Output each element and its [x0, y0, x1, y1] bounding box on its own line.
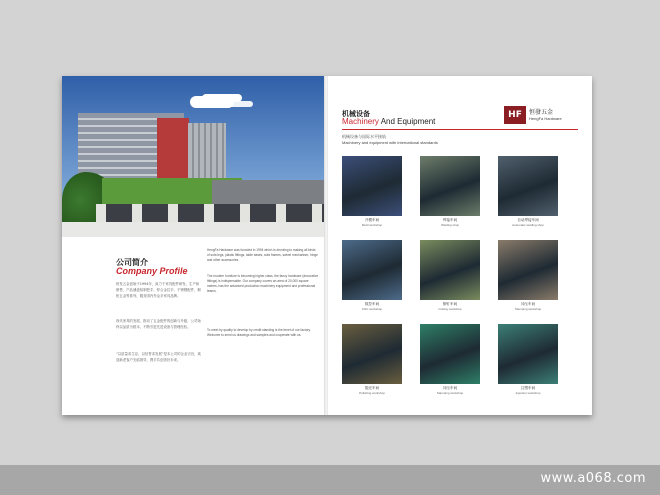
- photo-caption-cn: 冲压车间: [520, 302, 536, 306]
- workshop-image: [342, 240, 402, 300]
- photo-caption-cn: 注塑车间: [520, 386, 536, 390]
- photo-caption-en: Injection workshop: [515, 391, 541, 395]
- equipment-photo-3: [498, 156, 558, 231]
- machinery-subtitle-cn: 机械设备与国际水平接轨: [342, 134, 386, 139]
- profile-paragraph-cn-1: 恒发五金创始于1994年，致力于家具配件研发、生产和销售，产品涵盖铝制把手、锌合金拉手、不锈钢配件、橱柜五金等系列，服务国内外众多家具品牌。: [116, 282, 201, 298]
- machinery-title-en: [342, 117, 435, 126]
- photo-caption-cn: 焊接车间: [442, 218, 458, 222]
- equipment-photo-9: [498, 324, 558, 399]
- foreground: [62, 222, 326, 237]
- machinery-title-cn: 机械设备: [342, 110, 370, 118]
- photo-caption-en: Automatic welding shop: [512, 223, 544, 227]
- profile-paragraph-en-1: HengFa Hardware was founded in 1994 which is devoting to making all kinds of sofa legs, plastic fittings, table bases, sofa frames, swivel mechanism, hinge and other accessories.: [207, 248, 318, 262]
- photo-caption-en: Polishing workshop: [359, 391, 385, 395]
- photo-caption-cn: 铆钉车间: [442, 302, 458, 306]
- photo-caption-en: Stamping workshop: [514, 307, 542, 311]
- photo-caption-en: Stamping workshop: [436, 391, 464, 395]
- left-page: [62, 76, 326, 415]
- workshop-image: [498, 240, 558, 300]
- company-logo: [504, 106, 588, 124]
- workshop-image: [342, 156, 402, 216]
- logo-mark: HF: [504, 106, 526, 124]
- equipment-photo-5: [420, 240, 480, 315]
- workshop-image: [342, 324, 402, 384]
- profile-paragraph-cn-2: 现代家具的发展，推动了五金配件的创新与升级，公司始终以品质为根本，不断引进先进设备与管理经验。: [116, 319, 201, 329]
- profile-paragraph-cn-3: “以质量求生存，以信誉求发展”是本公司的企业宗旨，欢迎新老客户光临指导，携手共创美好未来。: [116, 352, 201, 362]
- profile-paragraph-en-2: The modern furniture is becoming higher class, the fancy hardware (decorative fittings) is indispensable. Our company covers an area of 20,000 square meters, has the advanced production machinery equipment and professional teams.: [207, 274, 319, 293]
- equipment-photo-8: [420, 324, 480, 399]
- equipment-photo-6: [498, 240, 558, 315]
- workshop-image: [420, 240, 480, 300]
- equipment-photo-1: [342, 156, 402, 231]
- brochure-spread: [62, 76, 592, 415]
- equipment-photo-7: [342, 324, 402, 399]
- workshop-image: [498, 156, 558, 216]
- factory-photo: [62, 76, 326, 237]
- profile-paragraph-en-3: To meet by quality to develop by credit standing is the tenet of our factory. Welcome to send us drawings and samples and cooperate with us.: [207, 328, 311, 337]
- photo-caption-en: Mold workshop: [361, 223, 383, 227]
- workshop-image: [420, 324, 480, 384]
- photo-caption-en: Cutting workshop: [438, 307, 462, 311]
- right-page: [328, 76, 592, 415]
- photo-caption-cn: 冲压车间: [442, 386, 458, 390]
- cloud: [190, 96, 234, 108]
- company-profile-title-cn: 公司简介: [116, 258, 148, 267]
- factory-tower: [157, 118, 189, 180]
- photo-caption-en: CNC workshop: [361, 307, 383, 311]
- equipment-photo-4: [342, 240, 402, 315]
- photo-caption-cn: 开模车间: [364, 218, 380, 222]
- photo-caption-cn: 抛光车间: [364, 386, 380, 390]
- photo-caption-en: Welding shop: [440, 223, 460, 227]
- workshop-image: [420, 156, 480, 216]
- title-rule: [342, 129, 578, 130]
- factory-annex: [188, 123, 226, 181]
- company-profile-title-en: Company Profile: [116, 266, 188, 276]
- logo-name-cn: 恒發五金: [529, 109, 554, 116]
- machinery-title-rest: And Equipment: [378, 117, 436, 126]
- workshop-image: [498, 324, 558, 384]
- logo-name-en: HengFa Hardware: [529, 116, 562, 121]
- site-watermark: www.a068.com: [540, 471, 646, 486]
- machinery-subtitle-en: Machinery and equipment with international standards: [342, 140, 438, 145]
- photo-caption-cn: 自动焊接车间: [517, 218, 539, 222]
- machinery-title-accent: Machinery: [342, 117, 379, 126]
- equipment-photo-2: [420, 156, 480, 231]
- photo-caption-cn: 数控车间: [364, 302, 380, 306]
